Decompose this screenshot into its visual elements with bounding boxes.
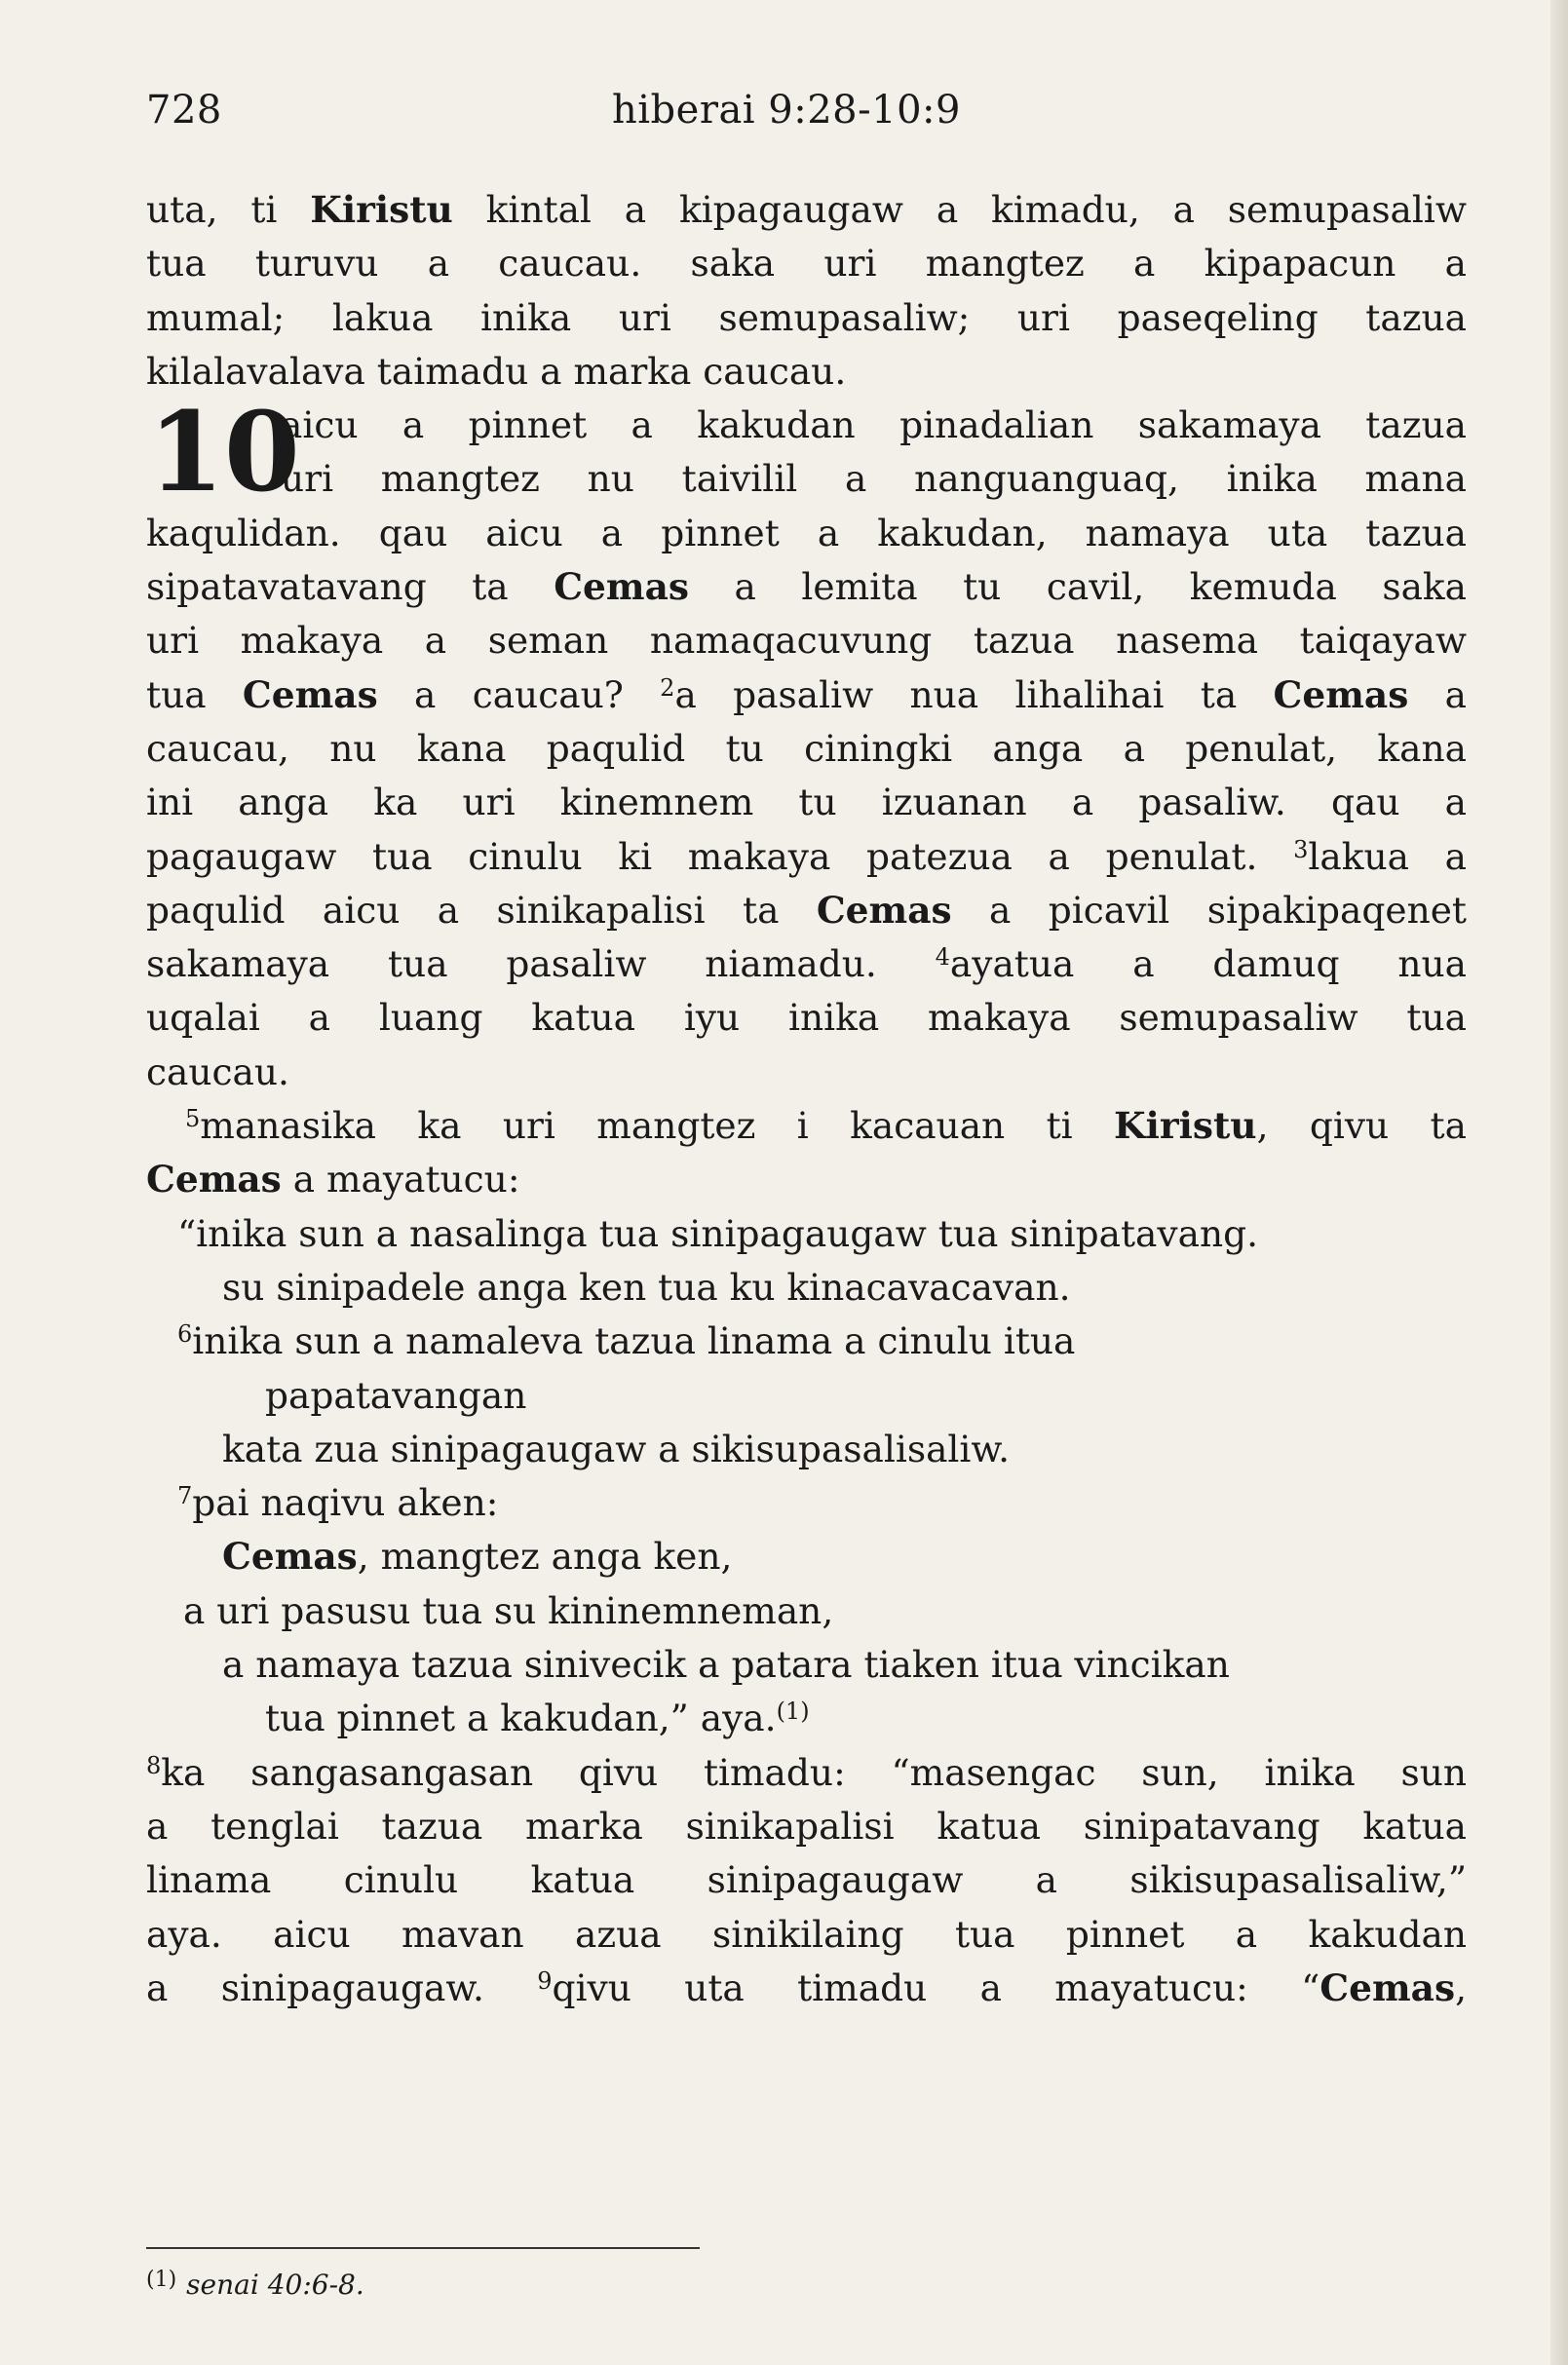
text-line: tua turuvu a caucau. saka uri mangtez a kipapacun a [146, 242, 1467, 286]
verse-number: 3 [1293, 835, 1309, 863]
text-line: tua Cemas a caucau? $^2$a pasaliw nua lihalihai ta Cemas a [146, 672, 1468, 716]
text-line: a sinipagaugaw. $^9$qivu uta timadu a mayatucu: “Cemas, [146, 1965, 1467, 2009]
verse-number: 8 [146, 1751, 162, 1779]
text-line: sakamaya tua pasaliw niamadu. $^4$ayatua a damuq nua [146, 942, 1467, 986]
poem-line: “inika sun a nasalinga tua sinipagaugaw tua sinipatavang. [177, 1211, 1259, 1255]
text-line: kilalavalava taimadu a marka caucau. [146, 349, 847, 393]
page-edge [1550, 0, 1568, 2365]
text-line: aya. aicu mavan azua sinikilaing tua pinnet a kakudan [146, 1912, 1467, 1956]
poem-line: $^6$inika sun a namaleva tazua linama a cinulu itua [177, 1319, 1076, 1363]
text-line: kaqulidan. qau aicu a pinnet a kakudan, namaya uta tazua [146, 511, 1467, 554]
poem-line: kata zua sinipagaugaw a sikisupasalisaliw. [222, 1427, 1010, 1470]
poem-line: $^7$pai naqivu aken: [177, 1481, 499, 1525]
text-line: uri makaya a seman namaqacuvung tazua nasema taiqayaw [146, 619, 1467, 663]
poem-line: a namaya tazua sinivecik a patara tiaken itua vincikan [222, 1643, 1230, 1687]
text-line: ini anga ka uri kinemnem tu izuanan a pasaliw. qau a [146, 781, 1467, 824]
chapter-10-opening [146, 389, 1467, 517]
text-line: a tenglai tazua marka sinikapalisi katua sinipatavang katua [146, 1804, 1467, 1848]
text-line: paqulid aicu a sinikapalisi ta Cemas a picavil sipakipaqenet [146, 888, 1467, 932]
footnote-marker: (1) [776, 1697, 810, 1726]
verse-number: 9 [537, 1966, 553, 1995]
poem-line: papatavangan [265, 1373, 527, 1417]
footnote-reference: senai 40:6-8. [186, 2269, 364, 2301]
footnote-rule [146, 2247, 700, 2249]
text-line: pagaugaw tua cinulu ki makaya patezua a penulat. $^3$lakua a [146, 834, 1467, 878]
verse-number: 2 [660, 673, 675, 702]
chapter-number: 10 [148, 389, 300, 517]
page-number: 728 [146, 88, 222, 133]
text-line: Cemas a mayatucu: [146, 1158, 520, 1202]
text-line: caucau, nu kana paqulid tu ciningki anga a penulat, kana [146, 726, 1467, 770]
poem-line: tua pinnet a kakudan,” aya.$^{(1)}$ [265, 1697, 810, 1740]
chapter-range: hiberai 9:28-10:9 [612, 88, 961, 133]
text-line: uri mangtez nu taivilil a nanguanguaq, inika mana [281, 457, 1467, 501]
verse-number: 7 [177, 1482, 193, 1510]
verse-number: 6 [177, 1320, 193, 1349]
text-line: caucau. [146, 1049, 289, 1093]
name-kiristu: Kiristu [310, 188, 453, 231]
text-line: uta, ti Kiristu kintal a kipagaugaw a kimadu, a semupasaliw [146, 188, 1467, 231]
body-text [146, 183, 1467, 2015]
footnote-mark: (1) [146, 2268, 177, 2292]
text-line: $^5$manasika ka uri mangtez i kacauan ti Kiristu, qivu ta [185, 1104, 1467, 1148]
text-line: aicu a pinnet a kakudan pinadalian sakamaya tazua [281, 403, 1467, 447]
footnote [146, 2263, 364, 2303]
text-line: linama cinulu katua sinipagaugaw a sikisupasalisaliw,” [146, 1858, 1467, 1902]
text-line: $^8$ka sangasangasan qivu timadu: “masengac sun, inika sun [146, 1750, 1467, 1794]
poem-line: su sinipadele anga ken tua ku kinacavacavan. [222, 1265, 1071, 1309]
text-line: sipatavatavang ta Cemas a lemita tu cavil, kemuda saka [146, 565, 1468, 609]
verse-number: 5 [185, 1105, 201, 1133]
text-line: uqalai a luang katua iyu inika makaya semupasaliw tua [146, 996, 1467, 1040]
poem-line: Cemas, mangtez anga ken, [222, 1535, 733, 1579]
poem-line: a uri pasusu tua su kininemneman, [183, 1588, 834, 1632]
text-line: mumal; lakua inika uri semupasaliw; uri paseqeling tazua [146, 295, 1467, 339]
verse-number: 4 [935, 943, 950, 972]
